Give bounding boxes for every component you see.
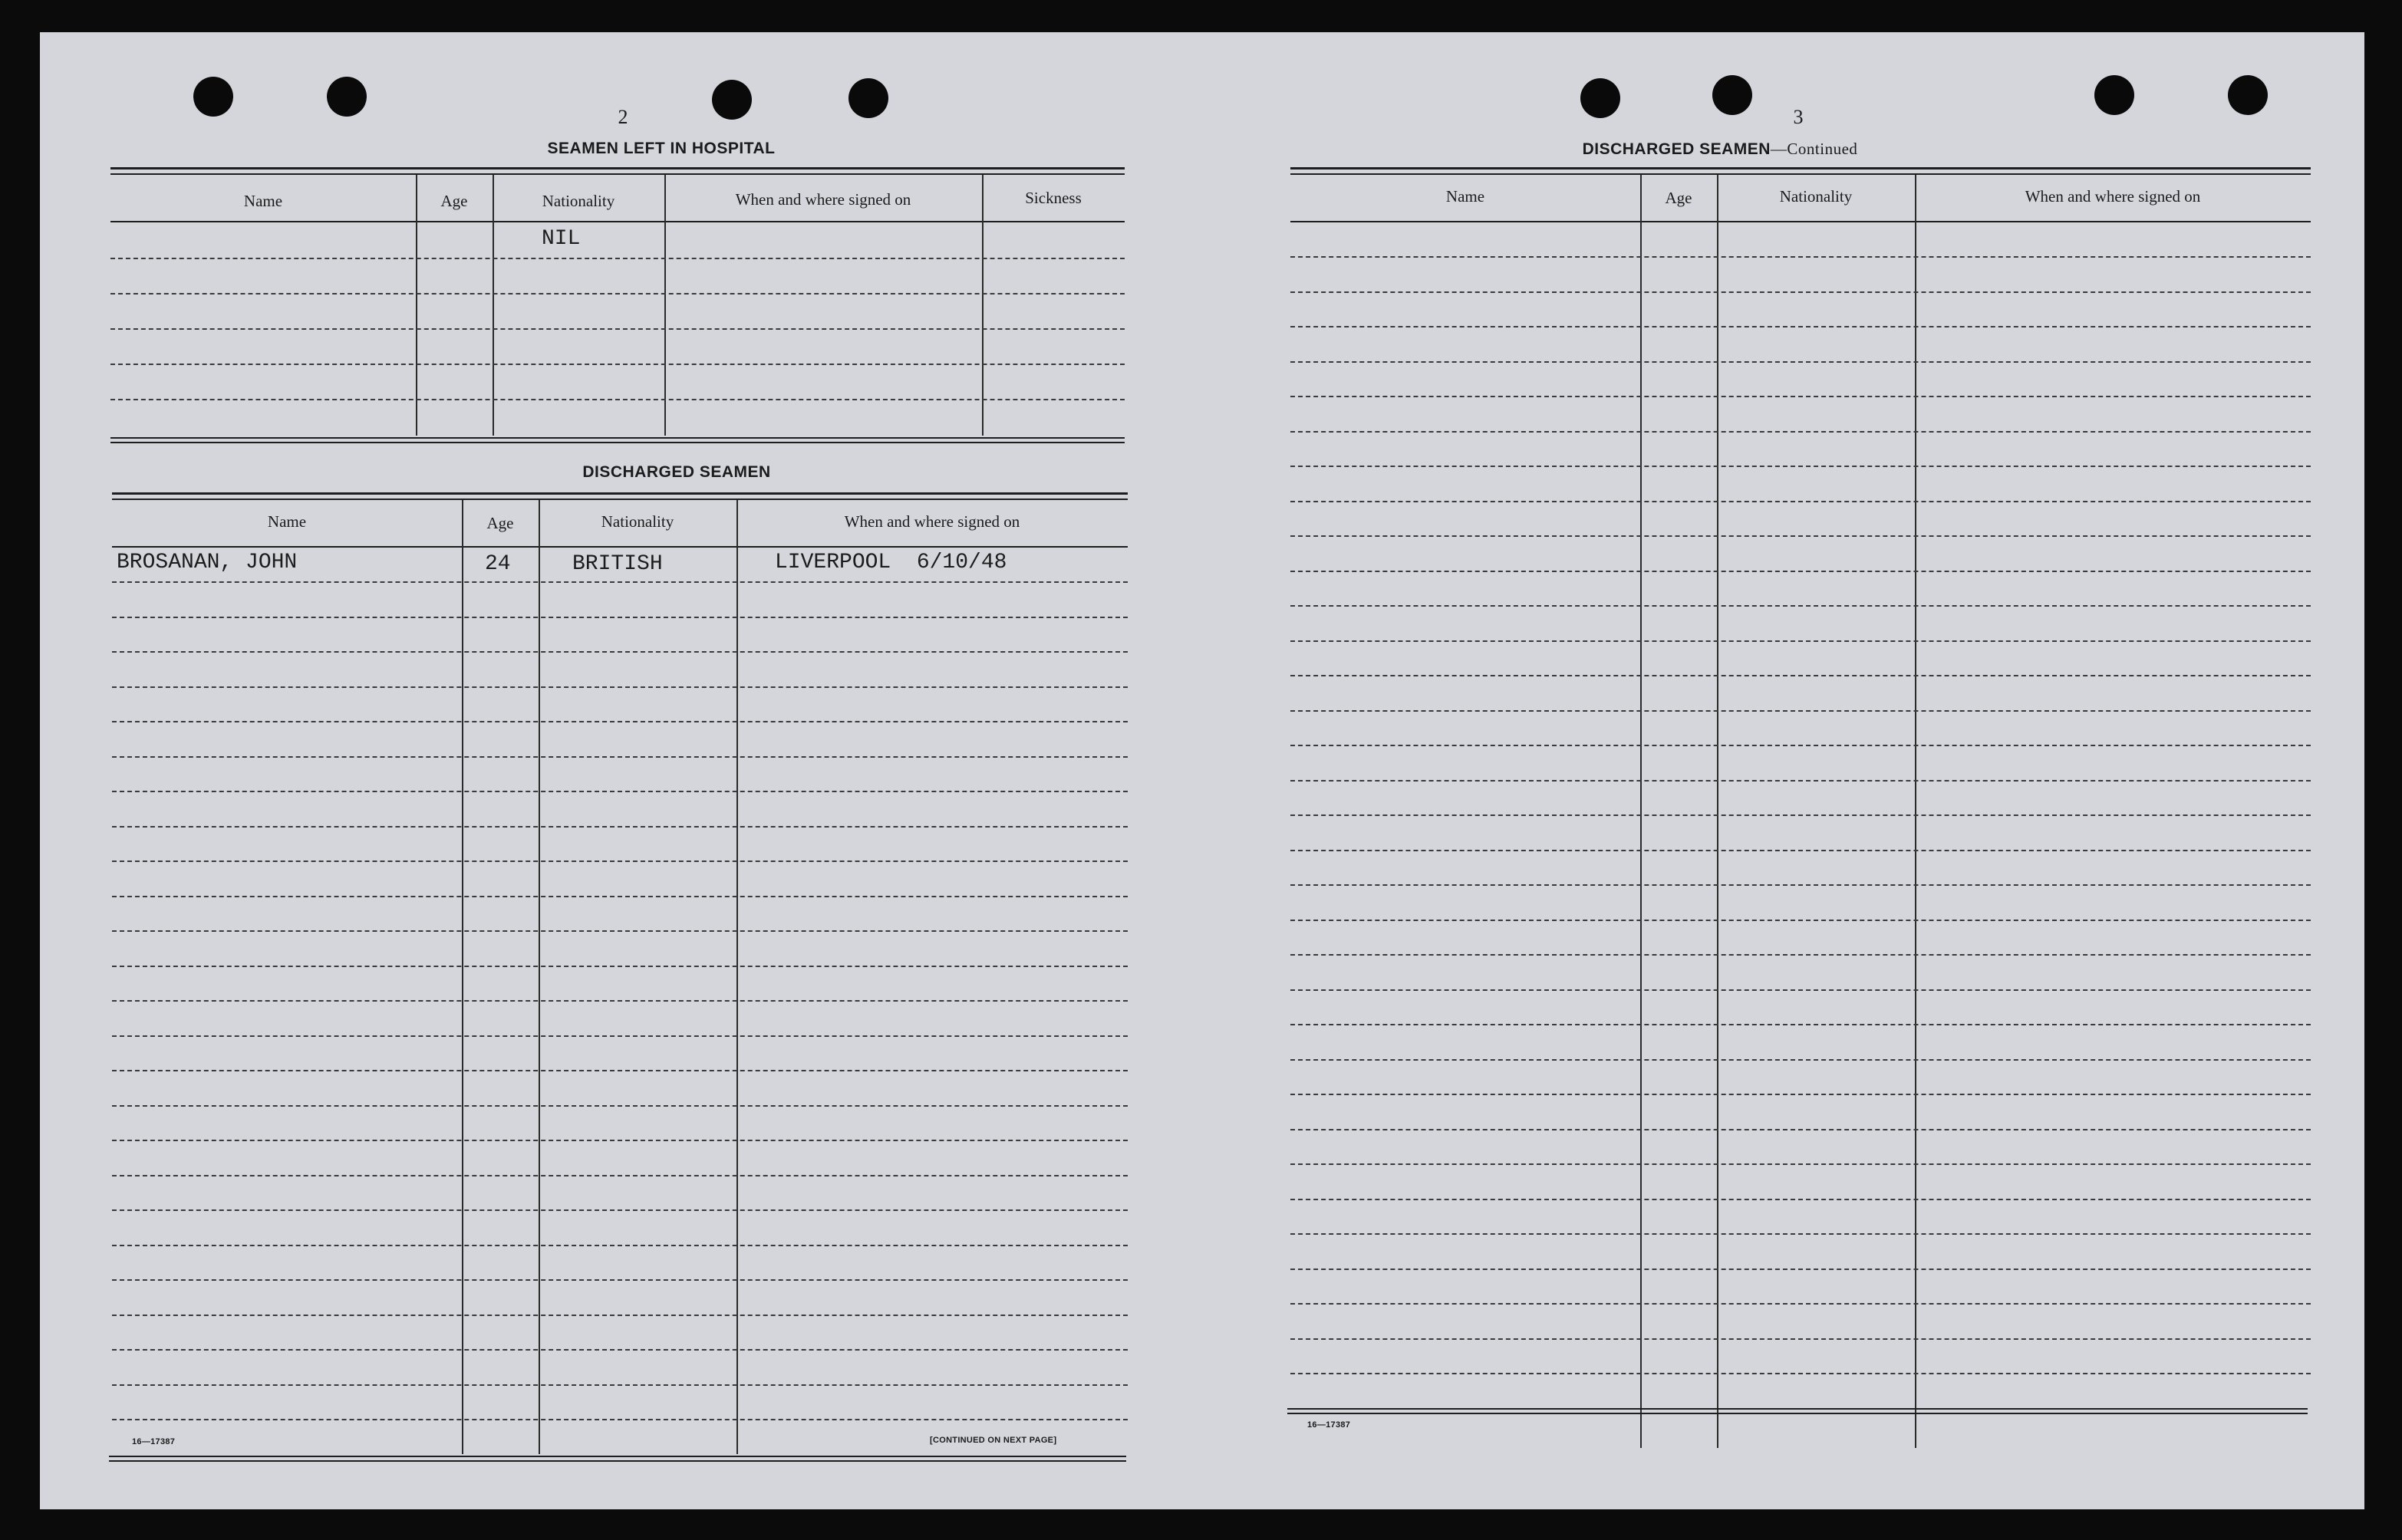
row-line	[112, 1384, 1128, 1386]
punch-hole	[712, 80, 752, 120]
row-line	[112, 860, 1128, 862]
punch-hole	[2228, 75, 2268, 115]
row-line	[1290, 920, 2311, 921]
row-line	[110, 364, 1125, 365]
hospital-divider	[664, 175, 666, 436]
row-line	[112, 1140, 1128, 1141]
right-col-nationality: Nationality	[1779, 187, 1853, 206]
hospital-top-rule	[110, 173, 1125, 175]
row-line	[1290, 1199, 2311, 1200]
hospital-section-title: SEAMEN LEFT IN HOSPITAL	[547, 140, 776, 157]
row-line	[112, 686, 1128, 688]
punch-hole	[193, 77, 233, 117]
row-line	[112, 1279, 1128, 1281]
row-line	[1290, 361, 2311, 363]
row-line	[112, 1000, 1128, 1002]
right-bottom-rule	[1287, 1413, 2308, 1414]
row-line	[1290, 291, 2311, 293]
row-line	[112, 756, 1128, 758]
row-line	[112, 721, 1128, 722]
row-line	[1290, 256, 2311, 258]
hospital-col-signed-on: When and where signed on	[735, 190, 911, 209]
row-line	[112, 1105, 1128, 1107]
seaman-nationality: BRITISH	[572, 552, 663, 576]
right-divider	[1640, 175, 1642, 1448]
row-line	[1290, 954, 2311, 956]
row-line	[112, 1035, 1128, 1037]
row-line	[1290, 1059, 2311, 1061]
row-line	[1290, 466, 2311, 467]
row-line	[1290, 431, 2311, 433]
row-line	[112, 791, 1128, 792]
row-line	[1290, 1269, 2311, 1270]
row-line	[1290, 326, 2311, 327]
row-line	[112, 581, 1128, 583]
right-title-continued: —Continued	[1770, 140, 1858, 158]
row-line	[112, 896, 1128, 897]
discharged-col-nationality: Nationality	[601, 512, 674, 531]
row-line	[112, 1349, 1128, 1351]
discharged-col-age: Age	[486, 514, 514, 532]
row-line	[1290, 1094, 2311, 1095]
discharged-col-signed-on: When and where signed on	[844, 512, 1020, 531]
seaman-age: 24	[485, 552, 511, 576]
punch-hole	[1580, 78, 1620, 118]
row-line	[1290, 501, 2311, 502]
row-line	[112, 1315, 1128, 1316]
row-line	[112, 617, 1128, 618]
row-line	[112, 1175, 1128, 1176]
row-line	[1290, 1129, 2311, 1130]
hospital-divider	[982, 175, 984, 436]
row-line	[112, 826, 1128, 828]
row-line	[1290, 1373, 2311, 1374]
right-form-number: 16—17387	[1307, 1420, 1351, 1430]
discharged-top-rule	[112, 499, 1128, 500]
punch-hole	[327, 77, 367, 117]
row-line	[1290, 989, 2311, 991]
discharged-divider	[462, 500, 463, 1454]
hospital-col-sickness: Sickness	[1025, 189, 1082, 207]
document-paper	[40, 32, 2364, 1509]
row-line	[112, 1209, 1128, 1211]
row-line	[1290, 1233, 2311, 1235]
row-line	[112, 1245, 1128, 1246]
row-line	[1290, 675, 2311, 676]
punch-hole	[1712, 75, 1752, 115]
right-page-number: 3	[1793, 106, 1804, 128]
row-line	[1290, 850, 2311, 851]
row-line	[112, 966, 1128, 967]
left-form-number: 16—17387	[132, 1437, 176, 1446]
row-line	[112, 1070, 1128, 1071]
right-bottom-rule	[1287, 1408, 2308, 1410]
row-line	[110, 328, 1125, 330]
discharged-divider	[736, 500, 738, 1454]
seaman-name: BROSANAN, JOHN	[117, 551, 298, 574]
hospital-divider	[493, 175, 494, 436]
hospital-col-age: Age	[440, 192, 468, 210]
row-line	[1290, 605, 2311, 607]
discharged-col-name: Name	[267, 512, 307, 531]
row-line	[1290, 535, 2311, 537]
row-line	[112, 651, 1128, 653]
hospital-header-rule	[110, 221, 1125, 222]
right-title-main: DISCHARGED SEAMEN	[1582, 140, 1771, 158]
row-line	[1290, 1163, 2311, 1165]
row-line	[1290, 780, 2311, 782]
row-line	[110, 293, 1125, 295]
right-top-rule	[1290, 173, 2311, 175]
row-line	[112, 930, 1128, 932]
continued-note: [CONTINUED ON NEXT PAGE]	[930, 1436, 1057, 1445]
right-divider	[1717, 175, 1718, 1448]
left-page-number: 2	[618, 106, 628, 128]
hospital-col-nationality: Nationality	[542, 192, 615, 210]
hospital-top-rule	[110, 167, 1125, 169]
row-line	[110, 258, 1125, 259]
hospital-bottom-rule	[110, 442, 1125, 443]
punch-hole	[2094, 75, 2134, 115]
right-header-rule	[1290, 221, 2311, 222]
right-divider	[1915, 175, 1916, 1448]
row-line	[1290, 1338, 2311, 1340]
punch-hole	[848, 78, 888, 118]
row-line	[1290, 571, 2311, 572]
row-line	[1290, 396, 2311, 397]
row-line	[1290, 640, 2311, 642]
hospital-bottom-rule	[110, 437, 1125, 439]
discharged-bottom-rule	[109, 1456, 1126, 1457]
row-line	[1290, 1303, 2311, 1305]
row-line	[1290, 745, 2311, 746]
right-col-age: Age	[1665, 189, 1692, 207]
hospital-nationality-value: NIL	[542, 227, 581, 251]
row-line	[1290, 710, 2311, 712]
discharged-top-rule	[112, 492, 1128, 495]
discharged-header-rule	[112, 546, 1128, 548]
seaman-signed-on: LIVERPOOL 6/10/48	[775, 551, 1007, 574]
row-line	[110, 399, 1125, 400]
row-line	[1290, 884, 2311, 886]
right-col-name: Name	[1445, 187, 1485, 206]
discharged-bottom-rule	[109, 1460, 1126, 1462]
discharged-section-title: DISCHARGED SEAMEN	[582, 463, 771, 481]
right-section-title	[1451, 140, 1988, 159]
discharged-divider	[539, 500, 540, 1454]
hospital-divider	[416, 175, 417, 436]
row-line	[112, 1419, 1128, 1420]
row-line	[1290, 1024, 2311, 1025]
right-top-rule	[1290, 167, 2311, 169]
row-line	[1290, 814, 2311, 816]
hospital-col-name: Name	[243, 192, 283, 210]
right-col-signed-on: When and where signed on	[2025, 187, 2201, 206]
